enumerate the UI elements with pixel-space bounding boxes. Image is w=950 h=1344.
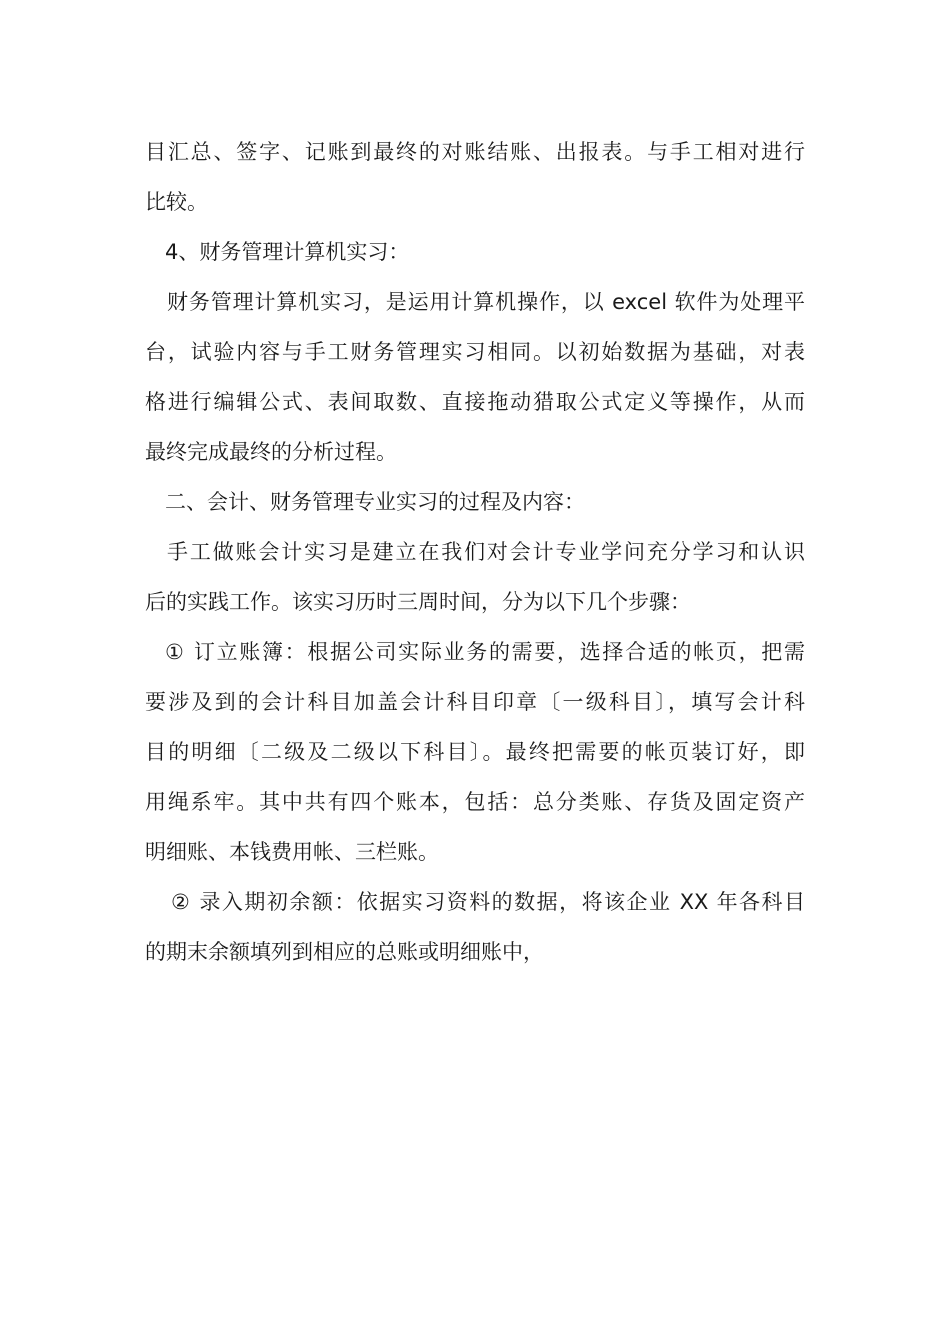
step-2-line-2: 的期末余额填列到相应的总账或明细账中， [145, 940, 544, 964]
text-line-1: 目汇总、签字、记账到最终的对账结账、出报表。与手工相对进行 [145, 140, 805, 164]
step-1-line-5: 明细账、本钱费用帐、三栏账。 [145, 840, 439, 864]
text-line-7: 最终完成最终的分析过程。 [145, 440, 397, 464]
text-line-5: 台，试验内容与手工财务管理实习相同。以初始数据为基础，对表 [145, 340, 805, 364]
text-line-4: 财务管理计算机实习，是运用计算机操作，以 excel 软件为处理平 [167, 290, 805, 314]
section-heading-2: 二、会计、财务管理专业实习的过程及内容： [165, 490, 585, 514]
step-1-line-4: 用绳系牢。其中共有四个账本，包括：总分类账、存货及固定资产 [145, 790, 805, 814]
step-1-line-1: ① 订立账簿：根据公司实际业务的需要，选择合适的帐页，把需 [165, 640, 805, 664]
text-line-10: 后的实践工作。该实习历时三周时间，分为以下几个步骤： [145, 590, 691, 614]
text-line-6: 格进行编辑公式、表间取数、直接拖动猎取公式定义等操作，从而 [145, 390, 805, 414]
step-1-line-2: 要涉及到的会计科目加盖会计科目印章〔一级科目〕，填写会计科 [145, 690, 805, 714]
text-line-2: 比较。 [145, 190, 208, 214]
section-heading-4: 4、财务管理计算机实习： [165, 240, 410, 264]
step-1-line-3: 目的明细〔二级及二级以下科目〕。最终把需要的帐页装订好，即 [145, 740, 805, 764]
step-2-line-1: ② 录入期初余额：依据实习资料的数据，将该企业 XX 年各科目 [171, 890, 805, 914]
text-line-9: 手工做账会计实习是建立在我们对会计专业学问充分学习和认识 [167, 540, 805, 564]
